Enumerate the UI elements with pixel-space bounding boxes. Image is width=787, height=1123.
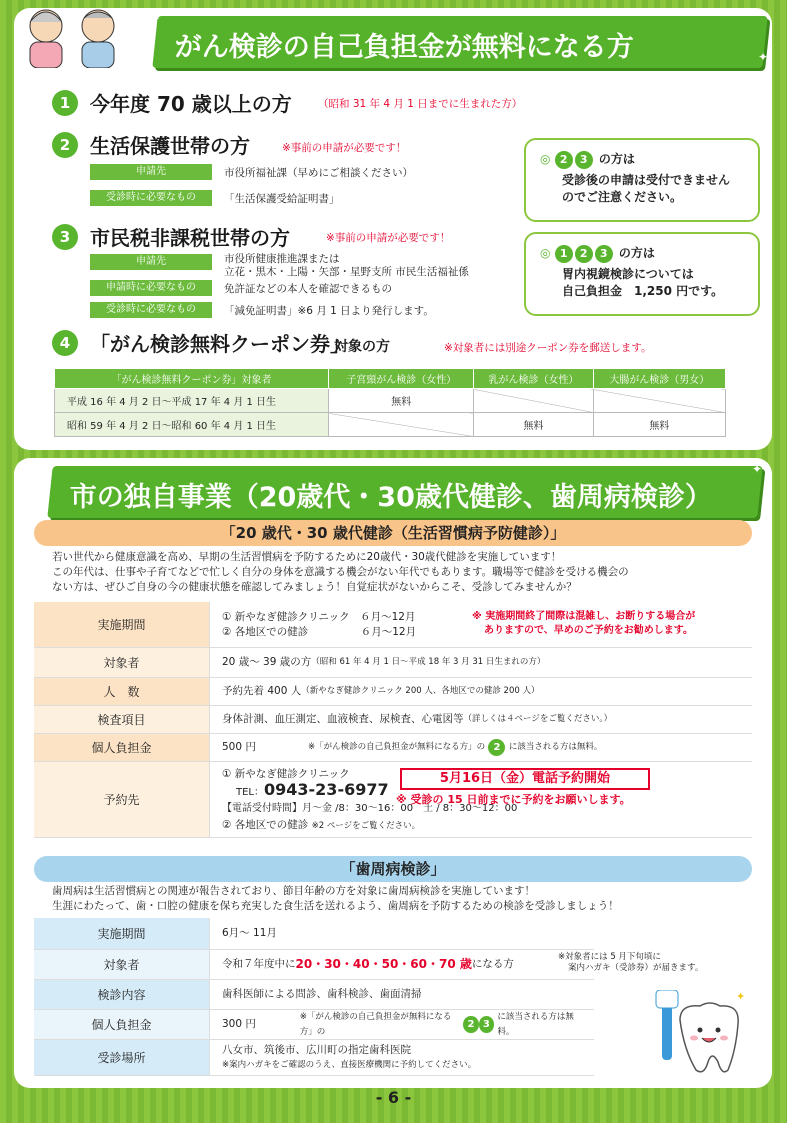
row-label: 実施期間	[34, 602, 209, 647]
table-row	[34, 648, 752, 678]
sparkle-icon: ✦	[150, 12, 161, 26]
apply-to-value: 市役所健康推進課または	[224, 253, 340, 265]
coupon-cell	[474, 389, 593, 413]
item3-note: ※事前の申請が必要です！	[326, 232, 451, 244]
row-value	[209, 734, 752, 761]
sparkle-icon: ✦	[752, 462, 763, 476]
row-value	[209, 762, 752, 837]
warning-line: ※ 実施期間終了間際は混雑し、お断りする場合が	[472, 611, 696, 622]
coupon-cell: 無料	[593, 413, 725, 437]
coupon-cell: 無料	[474, 413, 593, 437]
s20-intro	[52, 550, 752, 595]
tag-apply-to: 申請先	[90, 254, 212, 270]
coupon-cell	[329, 413, 474, 437]
notice-bubble-2: ◎ 1 2 3 の方は 胃内視鏡検診については 自己負担金 1,250 円です。	[524, 232, 760, 316]
item4-note: ※対象者には別途クーポン券を郵送します。	[444, 342, 652, 354]
bubble1-line3: のでご注意ください。	[562, 190, 683, 204]
table-row	[34, 1010, 594, 1040]
tag-need-on-apply: 申請時に必要なもの	[90, 280, 212, 296]
table-row	[34, 602, 752, 648]
target-value: 20 歳～ 39 歳の方	[222, 656, 312, 668]
row-label: 個人負担金	[34, 1010, 209, 1039]
elderly-couple-illustration	[16, 4, 126, 68]
notice-bubble-1: ◎ 2 3 の方は 受診後の申請は受付できません のでご注意ください。	[524, 138, 760, 222]
bring-on-exam-value: 「生活保護受給証明書」	[224, 193, 340, 205]
coupon-cell: 無料	[329, 389, 474, 413]
intro-line: 若い世代から健康意識を高め、早期の生活習慣病を予防するために20歳代・30歳代健診を実施しています！	[52, 551, 562, 563]
item2-title: 生活保護世帯の方	[90, 134, 250, 158]
coupon-table	[54, 368, 726, 437]
period-line: ② 各地区での健診 ６月～12月	[222, 625, 417, 638]
cost-value: 300 円	[222, 1018, 256, 1030]
row-value: 歯科医師による問診、歯科検診、歯面清掃	[209, 980, 594, 1009]
coupon-birth-range: 平成 16 年 4 月 2 日～平成 17 年 4 月 1 日生	[55, 389, 329, 413]
coupon-header: 「がん検診無料クーポン券」対象者	[55, 369, 329, 389]
reservation-start-box: 5月16日（金）電話予約開始	[400, 768, 650, 790]
target-prefix: 令和７年度中に	[222, 958, 296, 970]
item3-title: 市民税非課税世帯の方	[90, 226, 290, 250]
coupon-header-row	[55, 369, 726, 389]
table-row	[34, 950, 704, 980]
period-line: ① 新やなぎ健診クリニック ６月～12月	[222, 610, 416, 623]
row-label: 検診内容	[34, 980, 209, 1009]
s20-title-bar: 「20 歳代・30 歳代健診（生活習慣病予防健診）」	[34, 520, 752, 546]
reservation-local: ② 各地区での健診	[222, 818, 309, 831]
target-note	[558, 952, 738, 974]
target-detail: （昭和 61 年 4 月 1 日～平成 18 年 3 月 31 日生まれの方）	[311, 657, 546, 667]
ref-number: 2	[488, 739, 505, 756]
items-detail: （詳しくは４ページをご覧ください。）	[463, 714, 613, 724]
item4-title: 「がん検診無料クーポン券」	[90, 332, 350, 356]
sparkle-icon: ✦	[44, 462, 55, 476]
coupon-header: 子宮頸がん検診（女性）	[329, 369, 474, 389]
row-label: 検査項目	[34, 706, 209, 733]
intro-line: 歯周病は生活習慣病との関連が報告されており、節目年齢の方を対象に歯周病検診を実施しています！	[52, 885, 535, 897]
need-on-apply-value: 免許証などの本人を確認できるもの	[224, 283, 392, 295]
table-row	[55, 413, 726, 437]
table-row	[34, 706, 752, 734]
coupon-header: 乳がん検診（女性）	[474, 369, 593, 389]
row-value	[209, 602, 752, 647]
perio-title-bar: 「歯周病検診」	[34, 856, 752, 882]
target-suffix: になる方	[471, 958, 514, 970]
ref-number: 2	[575, 245, 593, 263]
period-warning	[472, 610, 695, 638]
intro-line: ない方は、ぜひご自身の今の健康状態を確認してみましょう！自覚症状がないからこそ、受診してみませんか？	[52, 581, 577, 593]
note-line: ※対象者には 5 月下旬頃に	[558, 952, 661, 962]
tooth-mascot-illustration	[650, 990, 750, 1080]
tag-bring-on-exam: 受診時に必要なもの	[90, 190, 212, 206]
perio-intro	[52, 884, 752, 914]
item1-note: （昭和 31 年 4 月 1 日までに生まれた方）	[318, 98, 523, 110]
reservation-clinic: ① 新やなぎ健診クリニック	[222, 767, 350, 780]
table-row	[34, 762, 752, 838]
item-number-1: 1	[52, 90, 78, 116]
item1-title: 今年度 70 歳以上の方	[90, 92, 292, 116]
row-label: 予約先	[34, 762, 209, 837]
bubble2-line1: の方は	[618, 246, 655, 260]
ref-number: 2	[463, 1016, 478, 1033]
people-detail: （新やなぎ健診クリニック 200 人、各地区での健診 200 人）	[301, 686, 540, 696]
bubble1-line2: 受診後の申請は受付できません	[562, 173, 731, 187]
bubble1-line1: の方は	[598, 152, 635, 166]
perio-table	[34, 918, 704, 1076]
apply-to-value: 市役所福祉課（早めにご相談ください）	[224, 167, 413, 179]
place-note: ※案内ハガキをご確認のうえ、直接医療機関に予約してください。	[222, 1059, 477, 1070]
row-value	[209, 1040, 594, 1075]
coupon-cell	[593, 389, 725, 413]
bubble2-line3: 自己負担金 1,250 円です。	[562, 284, 724, 298]
warning-line: ありますので、早めのご予約をお勧めします。	[484, 625, 693, 636]
row-label: 個人負担金	[34, 734, 209, 761]
row-value	[209, 648, 752, 677]
cost-detail: ※「がん検診の自己負担金が無料になる方」の	[299, 1011, 452, 1037]
phone-hours: 【電話受付時間】月～金 /8：30～16：00 土 / 8：30～12：00	[222, 802, 518, 814]
item2-note: ※事前の申請が必要です！	[282, 142, 407, 154]
bubble2-line2: 胃内視鏡検診については	[562, 267, 694, 281]
intro-line: この年代は、仕事や子育てなどで忙しく自分の身体を意識する機会がない年代でもあります。職場等で健診を受ける機会の	[52, 566, 629, 578]
row-label: 実施期間	[34, 918, 209, 949]
section1-title-banner: がん検診の自己負担金が無料になる方	[152, 16, 767, 68]
ref-number: 3	[479, 1016, 494, 1033]
tel-label: TEL：	[236, 786, 264, 798]
page-number: - 6 -	[375, 1088, 412, 1107]
table-row	[34, 918, 594, 950]
intro-line: 生涯にわたって、歯・口腔の健康を保ち充実した食生活を送れるよう、歯周病を予防するための検診を受診しましょう！	[52, 900, 619, 912]
item-number-2: 2	[52, 132, 78, 158]
row-label: 対象者	[34, 950, 209, 979]
row-value: 6月～ 11月	[209, 918, 594, 949]
ref-number: 2	[555, 151, 573, 169]
row-label: 対象者	[34, 648, 209, 677]
table-row	[34, 734, 752, 762]
s20-table	[34, 602, 752, 838]
table-row	[55, 389, 726, 413]
item4-suffix: 対象の方	[334, 339, 390, 355]
reservation-deadline-note: ※ 受診の 15 日前までに予約をお願いします。	[396, 793, 631, 806]
note-line: 案内ハガキ（受診券）が届きます。	[568, 963, 704, 973]
cost-detail: に該当される方は無料。	[497, 1011, 574, 1037]
sparkle-icon: ✦	[758, 50, 769, 64]
ref-number: 1	[555, 245, 573, 263]
place-value: 八女市、筑後市、広川町の指定歯科医院	[222, 1043, 411, 1056]
cost-detail: に該当される方は無料。	[508, 742, 603, 752]
tag-apply-to: 申請先	[90, 164, 212, 180]
ref-number: 3	[595, 245, 613, 263]
cost-value: 500 円	[222, 741, 256, 753]
table-row	[34, 980, 594, 1010]
row-label: 人 数	[34, 678, 209, 705]
apply-to-branches: 立花・黒木・上陽・矢部・星野支所 市民生活福祉係	[224, 266, 469, 278]
table-row	[34, 1040, 594, 1076]
items-value: 身体計測、血圧測定、血液検査、尿検査、心電図等	[222, 713, 464, 725]
reservation-local-note: ※2 ページをご覧ください。	[311, 820, 421, 831]
target-ages: 20・30・40・50・60・70 歳	[295, 957, 472, 971]
coupon-header: 大腸がん検診（男女）	[593, 369, 725, 389]
people-value: 予約先着 400 人	[222, 685, 302, 697]
tag-bring-on-exam: 受診時に必要なもの	[90, 302, 212, 318]
svg-text:✦: ✦	[736, 990, 746, 1003]
section2-title-banner: 市の独自事業（20歳代・30歳代健診、歯周病検診）	[47, 466, 762, 518]
coupon-birth-range: 昭和 59 年 4 月 2 日～昭和 60 年 4 月 1 日生	[55, 413, 329, 437]
item-number-4: 4	[52, 330, 78, 356]
table-row	[34, 678, 752, 706]
tel-number: 0943-23-6977	[264, 779, 389, 799]
row-value	[209, 950, 704, 979]
row-value	[209, 706, 752, 733]
row-value	[209, 1010, 594, 1039]
cost-detail: ※「がん検診の自己負担金が無料になる方」の	[308, 742, 486, 752]
row-label: 受診場所	[34, 1040, 209, 1075]
bring-on-exam-value: 「減免証明書」※6 月 1 日より発行します。	[224, 305, 434, 317]
row-value	[209, 678, 752, 705]
ref-number: 3	[575, 151, 593, 169]
item-number-3: 3	[52, 224, 78, 250]
